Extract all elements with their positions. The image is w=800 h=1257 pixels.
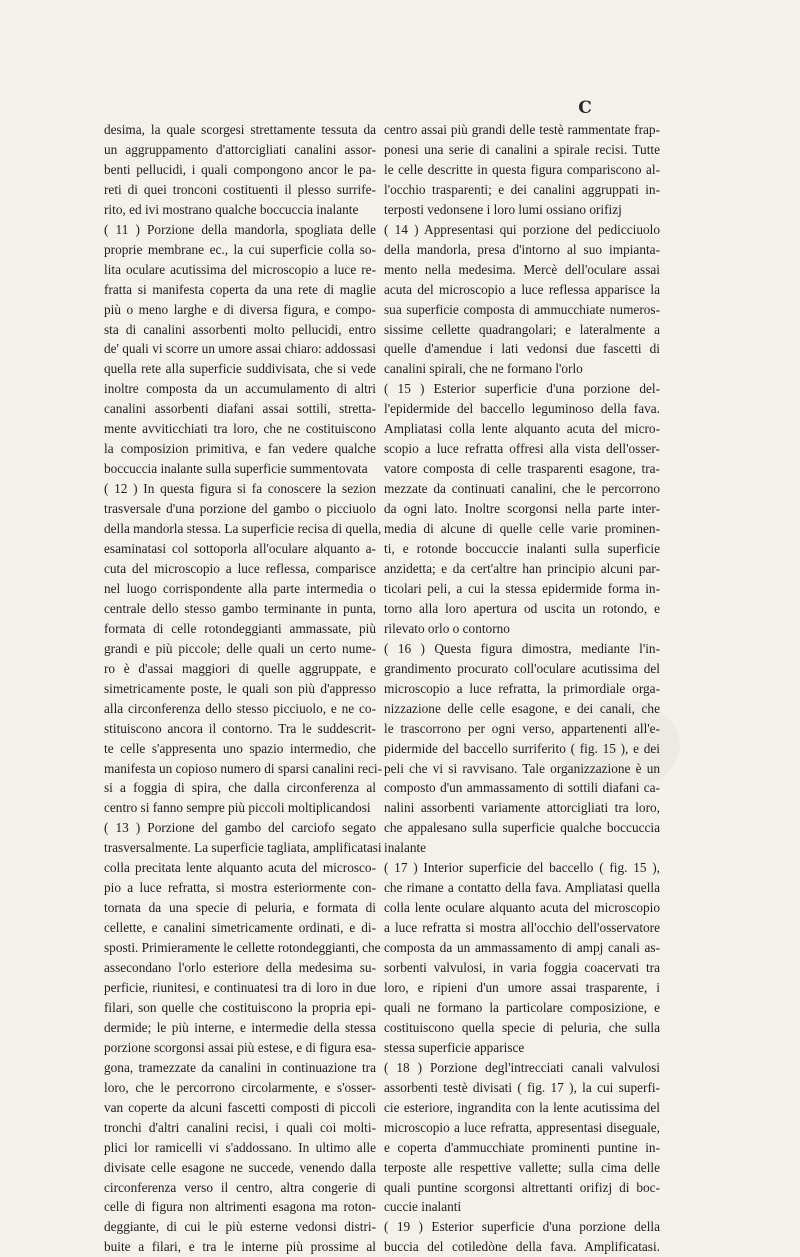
text-line: costituiscono quella specie di peluria, che sulla	[384, 1019, 660, 1035]
text-line: nizzazione delle celle esagone, e dei canali, che	[384, 700, 660, 716]
text-line: quella rete alla superficie suddivisata, che si vede	[104, 361, 376, 377]
text-line: terposti vedonsene i loro lumi ossiano orifizj	[384, 201, 622, 217]
text-line: assorbenti testè divisati ( fig. 17 ), la cui superfi-	[384, 1079, 660, 1095]
text-line: microscopio a luce refratta, appresentasi diseguale,	[384, 1119, 660, 1135]
text-line: pidermide del baccello surriferito ( fig. 15 ), e dei	[384, 740, 660, 756]
text-line: torno alla loro apertura od uscita un rotondo, e	[384, 600, 660, 616]
text-line: ticolari peli, a cui la stessa epidermide forma in-	[384, 580, 660, 596]
text-line: pio a luce refratta, si mostra esteriormente con-	[104, 880, 376, 896]
text-line: loro, e ripieni d'un umore assai trasparente, i	[384, 979, 660, 995]
text-line: media di alcune di quelle celle varie prominen-	[384, 521, 660, 537]
text-line: le celle descritte in questa figura compariscono al-	[384, 161, 660, 177]
text-line: simetricamente poste, le quali son più d'appresso	[104, 680, 376, 696]
text-line: ponesi una serie di canalini a spirale recisi. Tutte	[384, 141, 660, 157]
text-line: quelle d'amendue i lati vedonsi due fascetti di	[384, 341, 660, 357]
text-line: rito, ed ivi mostrano qualche boccuccia inalante	[104, 201, 359, 217]
text-line: cuta del microscopio a luce reflessa, comparisce	[104, 560, 376, 576]
text-line: ( 13 ) Porzione del gambo del carciofo segato	[104, 820, 376, 836]
text-line: scopio a luce refratta offresi alla vista dell'osser-	[384, 441, 660, 457]
text-line: filari, son quelle che costituiscono la propria epi-	[104, 999, 376, 1015]
text-line: peli che vi si ravvisano. Tale organizzazione è un	[384, 760, 660, 776]
text-line: grandi e più piccole; delle quali un certo nume-	[104, 640, 376, 656]
text-line: sta di canalini assorbenti molto pellucidi, entro	[104, 321, 376, 337]
text-line: anzidetta; e da cert'altre han principio alcuni par-	[384, 560, 660, 576]
text-line: mente avviticchiati tra loro, che ne costituiscono	[104, 421, 376, 437]
text-line: ro è d'assai maggiori di quelle aggruppate, e	[104, 660, 376, 676]
text-line: trasversale d'una porzione del gambo o picciuolo	[104, 501, 376, 517]
text-line: buccia del cotiledòne della fava. Amplificatasi.	[384, 1239, 660, 1255]
left-text-column	[104, 120, 383, 1257]
text-line: centro assai più grandi delle testè rammentate frap-	[384, 122, 660, 137]
text-line: canalini spirali, che ne formano l'orlo	[384, 361, 583, 377]
text-line: deggiante, di cui le più esterne vedonsi distri-	[104, 1219, 376, 1235]
text-line: della mandorla stessa. La superficie recisa di quella,	[104, 521, 382, 537]
text-line: un aggruppamento d'attorcigliati canalini assor-	[104, 141, 376, 157]
text-line: cuccie inalanti	[384, 1199, 462, 1215]
text-line: più o meno larghe e di diversa figura, e compo-	[104, 301, 376, 317]
text-line: dermide; le più interne, e intermedie della stessa	[104, 1019, 376, 1035]
text-line: ( 15 ) Esterior superficie d'una porzione del-	[384, 381, 660, 397]
text-line: manifesta un copioso numero di sparsi canalini reci-	[104, 760, 383, 776]
text-line: ( 16 ) Questa figura dimostra, mediante l'in-	[384, 640, 660, 656]
text-line: sua superficie composta di ammucchiate numeros-	[384, 301, 660, 317]
text-line: colla precitata lente alquanto acuta del microsco-	[104, 860, 376, 876]
text-line: ti, e rotonde boccuccie inalanti sulla superficie	[384, 541, 660, 557]
text-line: ( 14 ) Appresentasi qui porzione del pedicciuolo	[384, 221, 660, 237]
text-line: celle di figura non altrimenti esagona ma roton-	[104, 1199, 376, 1215]
text-line: lita oculare acutissima del microscopio a luce re-	[104, 261, 376, 277]
text-line: boccuccia inalante sulla superficie summentovata	[104, 461, 368, 477]
text-line: vatore composta di celle trasparenti esagone, tra-	[384, 461, 660, 477]
text-line: centro si fanno sempre più piccoli moltiplicandosi	[104, 800, 371, 816]
text-line: alla circonferenza dello stesso picciuolo, e ne co-	[104, 700, 376, 716]
text-line: desima, la quale scorgesi strettamente tessuta da	[104, 122, 376, 137]
text-line: van coperte da alcuni fascetti composti di piccoli	[104, 1099, 376, 1115]
text-line: l'epidermide del baccello leguminoso della fava.	[384, 401, 660, 417]
text-line: composta da un ammassamento di ampj canali as-	[384, 940, 660, 956]
text-line: colla lente oculare alquanto acuta del microscopio	[384, 900, 660, 916]
text-line: terposte alle respettive vallette; sulla cima delle	[384, 1159, 660, 1175]
text-line: perficie, riunitesi, e continuatesi tra di loro in due	[104, 979, 376, 995]
text-line: stessa superficie apparisce	[384, 1039, 525, 1055]
text-line: circonferenza verso il centro, altra congerie di	[104, 1179, 376, 1195]
text-line: le trascorrono per ogni verso, appartenenti all'e-	[384, 720, 660, 736]
text-line: da ogni lato. Inoltre scorgonsi nella parte inter-	[384, 501, 660, 517]
text-line: ( 18 ) Porzione degl'intrecciati canali valvulosi	[384, 1059, 660, 1075]
text-line: ( 19 ) Esterior superficie d'una porzione della	[384, 1219, 660, 1235]
text-line: esaminatasi col sottoporla all'oculare alquanto a-	[104, 541, 376, 557]
text-line: sissime cellette quadrangolari; e lateralmente a	[384, 321, 660, 337]
text-line: a luce refratta si mostra all'occhio dell'osservatore	[384, 920, 660, 936]
text-line: stituiscono ancora il contorno. Tra le suddescrit-	[104, 720, 376, 736]
text-line: ( 17 ) Interior superficie del baccello ( fig. 15 ),	[384, 860, 660, 876]
text-line: canalini assorbenti diafani assai sottili, stretta-	[104, 401, 376, 417]
text-line: ( 12 ) In questa figura si fa conoscere la sezion	[104, 481, 376, 497]
text-line: plici lor ramicelli vi s'addossano. In ultimo alle	[104, 1139, 376, 1155]
text-line: reti di quei tronconi costituenti il plesso surrife-	[104, 181, 376, 197]
text-line: la composizion primitiva, e fan vedere qualche	[104, 441, 376, 457]
text-line: che rimane a contatto della fava. Ampliatasi quella	[384, 880, 660, 896]
text-line: de' quali vi scorre un umore assai chiaro: addossasi	[104, 341, 376, 357]
text-line: gona, tramezzate da canalini in continuazione tra	[104, 1059, 376, 1075]
text-line: porzione scorgonsi assai più estese, e di figura esa-	[104, 1039, 376, 1055]
page-signature-letter: C	[578, 98, 592, 118]
text-line: che appalesano sulla superficie qualche boccuccia	[384, 820, 660, 836]
text-line: ( 11 ) Porzione della mandorla, spogliata delle	[104, 221, 376, 237]
text-line: quali puntine scorgonsi altrettanti orifizj di boc-	[384, 1179, 660, 1195]
text-line: Ampliatasi colla lente alquanto acuta del micro-	[384, 421, 660, 437]
text-line: l'occhio trasparenti; e dei canalini aggruppati in-	[384, 181, 660, 197]
text-line: quali ne formano la particolare composizione, e	[384, 999, 660, 1015]
text-line: centrale dello stesso gambo terminante in punta,	[104, 600, 376, 616]
text-line: buite a filari, e tra le interne più prossime al	[104, 1239, 376, 1255]
text-line: nalini assorbenti variamente attorcigliati tra loro,	[384, 800, 660, 816]
text-line: mento nella medesima. Mercè dell'oculare assai	[384, 261, 660, 277]
text-line: trasversalmente. La superficie tagliata, amplificatasi	[104, 840, 382, 856]
text-line: composto d'un ammassamento di sottili diafani ca-	[384, 780, 660, 796]
text-line: microscopio a luce refratta, la primordiale orga-	[384, 680, 660, 696]
text-line: assecondano l'orlo esteriore della medesima su-	[104, 960, 376, 976]
text-line: fratta si manifesta coperta da una rete di maglie	[104, 281, 376, 297]
text-line: e coperta d'ammucchiate prominenti puntine in-	[384, 1139, 660, 1155]
text-line: divisate celle esagone ne succede, venendo dalla	[104, 1159, 376, 1175]
text-line: si a foggia di spira, che dalla circonferenza al	[104, 780, 376, 796]
text-line: cellette, e canalini simetricamente ordinati, e di-	[104, 920, 376, 936]
text-line: loro, che le percorrono circolarmente, e s'osser-	[104, 1079, 376, 1095]
text-line: inalante	[384, 840, 427, 856]
text-line: formata di celle rotondeggianti ammassate, più	[104, 620, 376, 636]
text-line: benti pellucidi, i quali compongono ancor le pa-	[104, 161, 376, 177]
right-text-column	[384, 120, 660, 1257]
text-line: inoltre composta da un accumulamento di altri	[104, 381, 376, 397]
text-line: grandimento procurato coll'oculare acutissima del	[384, 660, 660, 676]
text-line: rilevato orlo o contorno	[384, 620, 510, 636]
text-line: cie esteriore, ingrandita con la lente acutissima del	[384, 1099, 660, 1115]
text-line: della mandorla, presa d'intorno al suo impianta-	[384, 241, 660, 257]
text-line: sposti. Primieramente le cellette rotondeggianti, che	[104, 940, 381, 956]
text-line: tornata da una specie di peluria, e formata di	[104, 900, 376, 916]
text-line: sorbenti valvulosi, in varia foggia coacervati tra	[384, 960, 660, 976]
text-line: mezzate da continuati canalini, che le percorrono	[384, 481, 660, 497]
text-line: proprie membrane ec., la cui superficie colla so-	[104, 241, 376, 257]
text-line: acuta del microscopio a luce reflessa apparisce la	[384, 281, 660, 297]
text-line: te celle s'appresenta uno spazio intermedio, che	[104, 740, 376, 756]
text-line: nel luogo corrispondente alla parte intermedia o	[104, 580, 376, 596]
text-line: tronchi d'altri canalini recisi, i quali coi molti-	[104, 1119, 376, 1135]
